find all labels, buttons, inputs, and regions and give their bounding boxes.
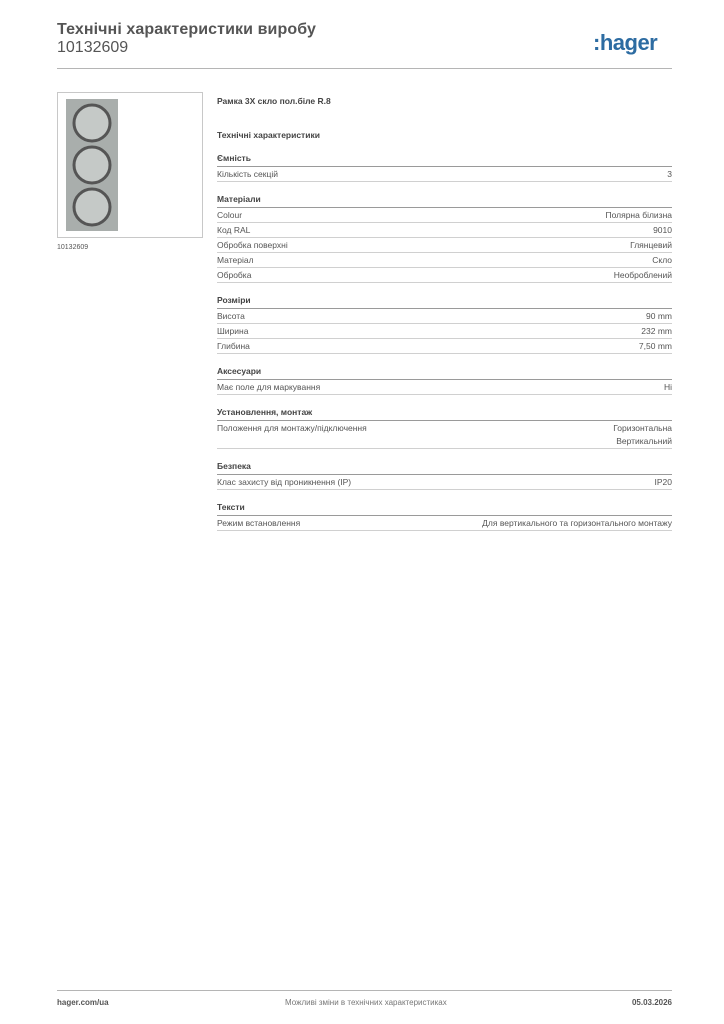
spec-row [217, 238, 672, 253]
spec-row [217, 253, 672, 268]
spec-row [217, 268, 672, 283]
spec-label: Colour [217, 210, 243, 220]
spec-value: 7,50 mm [638, 341, 672, 351]
spec-sections [217, 153, 672, 531]
svg-text::hager: :hager [593, 30, 658, 55]
section-title: Установлення, монтаж [217, 407, 672, 421]
section-title: Розміри [217, 295, 672, 309]
spec-label: Код RAL [217, 225, 251, 235]
frame-opening-2 [74, 147, 110, 183]
spec-section [217, 153, 672, 182]
spec-label: Кількість секцій [217, 169, 278, 179]
section-title: Аксесуари [217, 366, 672, 380]
section-title: Матеріали [217, 194, 672, 208]
hager-logo [593, 30, 673, 56]
product-image-frame [57, 92, 203, 238]
spec-value: 232 mm [641, 326, 672, 336]
spec-row [217, 475, 672, 490]
spec-label: Клас захисту від проникнення (IP) [217, 477, 352, 487]
frame-opening-1 [74, 105, 110, 141]
spec-row [217, 208, 672, 223]
spec-section [217, 502, 672, 531]
spec-label: Має поле для маркування [217, 382, 321, 392]
spec-value: IP20 [654, 477, 672, 487]
spec-label: Обробка [217, 270, 252, 280]
spec-row [217, 309, 672, 324]
spec-value: 9010 [653, 225, 672, 235]
section-title: Тексти [217, 502, 672, 516]
spec-value: Необроблений [613, 270, 672, 280]
spec-value: 90 mm [646, 311, 672, 321]
footer-website: hager.com/ua [57, 998, 109, 1007]
product-code: 10132609 [57, 39, 129, 56]
spec-value: Глянцевий [630, 240, 672, 250]
spec-section [217, 366, 672, 395]
spec-row [217, 167, 672, 182]
spec-value: Ні [663, 382, 672, 392]
image-caption-code: 10132609 [57, 244, 89, 251]
spec-value: Полярна білизна [605, 210, 672, 220]
spec-value: Скло [652, 255, 672, 265]
spec-section [217, 461, 672, 490]
footer-divider [57, 990, 672, 991]
spec-row [217, 339, 672, 354]
spec-label: Режим встановлення [217, 518, 301, 528]
tech-specs-heading: Технічні характеристики [217, 130, 320, 140]
spec-section [217, 407, 672, 449]
spec-label: Висота [217, 311, 245, 321]
spec-label: Глибина [217, 341, 250, 351]
spec-label: Обробка поверхні [217, 240, 288, 250]
page-title: Технічні характеристики виробу [57, 21, 316, 38]
section-title: Безпека [217, 461, 672, 475]
spec-value: 3 [667, 169, 672, 179]
spec-value: Для вертикального та горизонтального монтажу [482, 518, 672, 528]
product-name: Рамка 3X скло пол.біле R.8 [217, 96, 331, 106]
section-title: Ємність [217, 153, 672, 167]
spec-section [217, 194, 672, 283]
spec-section [217, 295, 672, 354]
spec-row [217, 380, 672, 395]
product-image [66, 99, 176, 231]
spec-label: Матеріал [217, 255, 254, 265]
spec-row [217, 324, 672, 339]
spec-row [217, 516, 672, 531]
spec-row [217, 421, 672, 449]
spec-value: Горизонтальна Вертикальний [613, 423, 672, 446]
footer-date: 05.03.2026 [631, 998, 672, 1007]
footer-note: Можливі зміни в технічних характеристиках [285, 998, 447, 1007]
spec-row [217, 223, 672, 238]
spec-label: Ширина [217, 326, 249, 336]
header-divider [57, 68, 672, 69]
frame-opening-3 [74, 189, 110, 225]
spec-content [217, 95, 672, 531]
spec-label: Положення для монтажу/підключення [217, 423, 367, 433]
